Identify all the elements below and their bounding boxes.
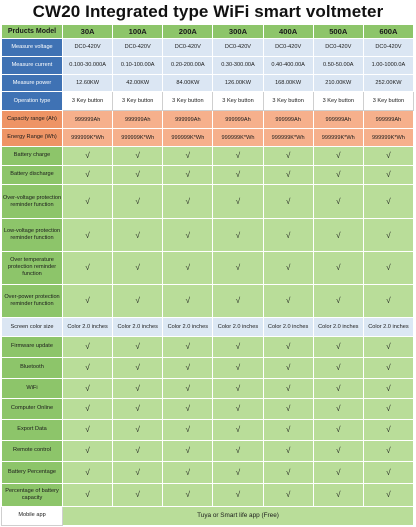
spec-cell: √ (313, 219, 363, 252)
spec-cell: √ (363, 483, 413, 506)
spec-cell: √ (113, 461, 163, 483)
spec-cell: √ (313, 184, 363, 219)
spec-cell: √ (313, 378, 363, 398)
spec-cell: Color 2.0 inches (163, 318, 213, 337)
spec-cell: √ (163, 284, 213, 318)
spec-cell: √ (363, 461, 413, 483)
spec-cell: 0.40-400.00A (263, 56, 313, 74)
spec-cell: √ (213, 378, 263, 398)
header-model: 100A (113, 25, 163, 39)
spec-cell: 999999K*Wh (313, 129, 363, 147)
spec-cell: √ (63, 419, 113, 440)
header-model: 600A (363, 25, 413, 39)
spec-row (2, 184, 414, 219)
spec-cell: √ (113, 378, 163, 398)
spec-cell: √ (163, 147, 213, 166)
spec-cell: √ (163, 398, 213, 419)
spec-cell: 84.00KW (163, 74, 213, 92)
header-model: 500A (313, 25, 363, 39)
spec-cell: 999999Ah (313, 111, 363, 129)
spec-cell: √ (313, 398, 363, 419)
spec-cell: √ (313, 461, 363, 483)
spec-cell: √ (313, 483, 363, 506)
row-label: Battery discharge (2, 165, 63, 184)
spec-row (2, 56, 414, 74)
spec-row (2, 92, 414, 111)
spec-cell: √ (163, 165, 213, 184)
spec-cell: √ (163, 357, 213, 378)
mobile-app-row (2, 506, 414, 525)
spec-row (2, 74, 414, 92)
spec-row (2, 336, 414, 357)
spec-cell: √ (263, 284, 313, 318)
spec-row (2, 461, 414, 483)
spec-cell: √ (63, 251, 113, 284)
spec-cell: 252.00KW (363, 74, 413, 92)
spec-cell: √ (263, 378, 313, 398)
row-label: Over temperature protection reminder function (2, 251, 63, 284)
row-label: Measure current (2, 56, 63, 74)
spec-cell: √ (63, 398, 113, 419)
spec-cell: √ (113, 219, 163, 252)
spec-cell: √ (263, 398, 313, 419)
spec-cell: DC0-420V (263, 39, 313, 57)
spec-cell: √ (313, 336, 363, 357)
row-label: Remote control (2, 440, 63, 461)
spec-cell: 210.00KW (313, 74, 363, 92)
spec-cell: √ (63, 483, 113, 506)
spec-cell: √ (263, 336, 313, 357)
spec-cell: √ (113, 165, 163, 184)
row-label: Mobile app (2, 506, 63, 525)
spec-cell: √ (213, 219, 263, 252)
spec-cell: √ (113, 251, 163, 284)
spec-cell: √ (213, 336, 263, 357)
spec-cell: √ (363, 398, 413, 419)
spec-cell: 42.00KW (113, 74, 163, 92)
spec-row (2, 219, 414, 252)
spec-cell: 999999K*Wh (113, 129, 163, 147)
row-label: Computer Online (2, 398, 63, 419)
spec-cell: √ (113, 357, 163, 378)
spec-body (2, 39, 414, 526)
spec-cell: √ (213, 419, 263, 440)
spec-cell: √ (363, 440, 413, 461)
row-label: Over-power protection reminder function (2, 284, 63, 318)
spec-cell: √ (113, 147, 163, 166)
header-model: 30A (63, 25, 113, 39)
spec-row (2, 398, 414, 419)
row-label: Battery charge (2, 147, 63, 166)
row-label: Screen color size (2, 318, 63, 337)
spec-cell: DC0-420V (213, 39, 263, 57)
spec-cell: 3 Key button (163, 92, 213, 111)
spec-cell: √ (163, 419, 213, 440)
spec-cell: DC0-420V (113, 39, 163, 57)
spec-cell: √ (113, 398, 163, 419)
spec-cell: √ (313, 147, 363, 166)
row-label: Percentage of battery capacity (2, 483, 63, 506)
spec-cell: 168.00KW (263, 74, 313, 92)
spec-cell: √ (363, 378, 413, 398)
row-label: Operation type (2, 92, 63, 111)
spec-cell: √ (313, 440, 363, 461)
spec-cell: 0.10-100.00A (113, 56, 163, 74)
row-label: Measure power (2, 74, 63, 92)
mobile-app-value: Tuya or Smart life app (Free) (63, 506, 414, 525)
row-label: Over-voltage protection reminder function (2, 184, 63, 219)
spec-cell: 126.00KW (213, 74, 263, 92)
spec-cell: √ (63, 184, 113, 219)
spec-row (2, 483, 414, 506)
spec-cell: 999999Ah (363, 111, 413, 129)
spec-table (1, 24, 414, 526)
spec-row (2, 357, 414, 378)
header-model: 400A (263, 25, 313, 39)
spec-cell: √ (63, 284, 113, 318)
spec-row (2, 378, 414, 398)
spec-cell: √ (213, 251, 263, 284)
spec-cell: Color 2.0 inches (263, 318, 313, 337)
row-label: Bluetooth (2, 357, 63, 378)
spec-cell: √ (263, 147, 313, 166)
spec-cell: DC0-420V (363, 39, 413, 57)
spec-cell: √ (263, 357, 313, 378)
spec-cell: √ (63, 219, 113, 252)
spec-cell: 999999K*Wh (213, 129, 263, 147)
spec-cell: √ (163, 461, 213, 483)
spec-cell: 3 Key button (363, 92, 413, 111)
spec-cell: 1.00-1000.0A (363, 56, 413, 74)
spec-cell: 0.30-300.00A (213, 56, 263, 74)
row-label: Measure voltage (2, 39, 63, 57)
spec-cell: 0.20-200.00A (163, 56, 213, 74)
spec-cell: √ (63, 461, 113, 483)
spec-cell: √ (313, 357, 363, 378)
spec-cell: 999999Ah (63, 111, 113, 129)
spec-cell: Color 2.0 inches (313, 318, 363, 337)
spec-cell: √ (63, 165, 113, 184)
spec-cell: √ (213, 165, 263, 184)
spec-cell: √ (163, 184, 213, 219)
spec-cell: 999999Ah (113, 111, 163, 129)
page-title: CW20 Integrated type WiFi smart voltmeter (32, 2, 384, 21)
spec-cell: √ (113, 440, 163, 461)
spec-row (2, 129, 414, 147)
spec-cell: √ (263, 219, 313, 252)
spec-cell: √ (363, 284, 413, 318)
spec-cell: 999999Ah (213, 111, 263, 129)
spec-cell: DC0-420V (163, 39, 213, 57)
spec-cell: √ (163, 378, 213, 398)
spec-cell: √ (213, 147, 263, 166)
spec-cell: √ (213, 284, 263, 318)
spec-cell: √ (163, 251, 213, 284)
spec-cell: 999999K*Wh (263, 129, 313, 147)
spec-row (2, 111, 414, 129)
spec-cell: √ (63, 378, 113, 398)
spec-cell: 0.100-30.000A (63, 56, 113, 74)
spec-cell: 999999Ah (163, 111, 213, 129)
spec-cell: √ (163, 219, 213, 252)
spec-cell: √ (363, 336, 413, 357)
spec-cell: 3 Key button (213, 92, 263, 111)
row-label: Battery Percentage (2, 461, 63, 483)
spec-cell: √ (363, 357, 413, 378)
spec-row (2, 284, 414, 318)
spec-cell: 999999K*Wh (63, 129, 113, 147)
spec-cell: 3 Key button (113, 92, 163, 111)
spec-cell: √ (313, 165, 363, 184)
spec-cell: √ (263, 440, 313, 461)
header-model: 300A (213, 25, 263, 39)
spec-cell: √ (263, 483, 313, 506)
spec-cell: √ (363, 147, 413, 166)
spec-cell: √ (313, 284, 363, 318)
spec-cell: √ (213, 483, 263, 506)
spec-cell: 3 Key button (263, 92, 313, 111)
spec-cell: 3 Key button (313, 92, 363, 111)
spec-cell: Color 2.0 inches (213, 318, 263, 337)
spec-cell: √ (113, 284, 163, 318)
spec-cell: √ (63, 357, 113, 378)
row-label: WiFi (2, 378, 63, 398)
spec-cell: Color 2.0 inches (63, 318, 113, 337)
row-label: Capacity range (Ah) (2, 111, 63, 129)
spec-cell: √ (313, 251, 363, 284)
spec-cell: 12.60KW (63, 74, 113, 92)
spec-cell: √ (163, 483, 213, 506)
spec-cell: √ (363, 165, 413, 184)
spec-row (2, 147, 414, 166)
spec-cell: √ (213, 440, 263, 461)
spec-cell: DC0-420V (63, 39, 113, 57)
spec-cell: √ (113, 336, 163, 357)
spec-cell: √ (363, 419, 413, 440)
row-label: Low-voltage protection reminder function (2, 219, 63, 252)
spec-cell: √ (363, 219, 413, 252)
spec-row (2, 165, 414, 184)
spec-cell: 0.50-50.00A (313, 56, 363, 74)
spec-cell: √ (363, 184, 413, 219)
spec-cell: √ (163, 440, 213, 461)
spec-cell: 999999K*Wh (363, 129, 413, 147)
header-corner: Prducts Model (2, 25, 63, 39)
spec-cell: √ (113, 184, 163, 219)
header-model: 200A (163, 25, 213, 39)
spec-cell: √ (163, 336, 213, 357)
spec-cell: √ (113, 483, 163, 506)
spec-cell: √ (363, 251, 413, 284)
spec-row (2, 440, 414, 461)
spec-cell: √ (263, 461, 313, 483)
spec-row (2, 419, 414, 440)
spec-row (2, 251, 414, 284)
spec-cell: √ (263, 184, 313, 219)
spec-cell: √ (63, 440, 113, 461)
spec-cell: √ (213, 461, 263, 483)
spec-cell: √ (213, 398, 263, 419)
spec-cell: Color 2.0 inches (363, 318, 413, 337)
spec-row (2, 39, 414, 57)
spec-cell: Color 2.0 inches (113, 318, 163, 337)
spec-cell: √ (63, 336, 113, 357)
spec-cell: 999999K*Wh (163, 129, 213, 147)
spec-row (2, 318, 414, 337)
spec-cell: 999999Ah (263, 111, 313, 129)
spec-cell: √ (213, 184, 263, 219)
spec-cell: √ (263, 165, 313, 184)
spec-cell: √ (263, 251, 313, 284)
spec-cell: √ (263, 419, 313, 440)
row-label: Export Data (2, 419, 63, 440)
spec-cell: √ (313, 419, 363, 440)
spec-cell: √ (63, 147, 113, 166)
row-label: Firmware update (2, 336, 63, 357)
spec-cell: √ (113, 419, 163, 440)
spec-cell: DC0-420V (313, 39, 363, 57)
spec-cell: 3 Key button (63, 92, 113, 111)
row-label: Energy Range (Wh) (2, 129, 63, 147)
header-row (2, 25, 414, 39)
spec-cell: √ (213, 357, 263, 378)
